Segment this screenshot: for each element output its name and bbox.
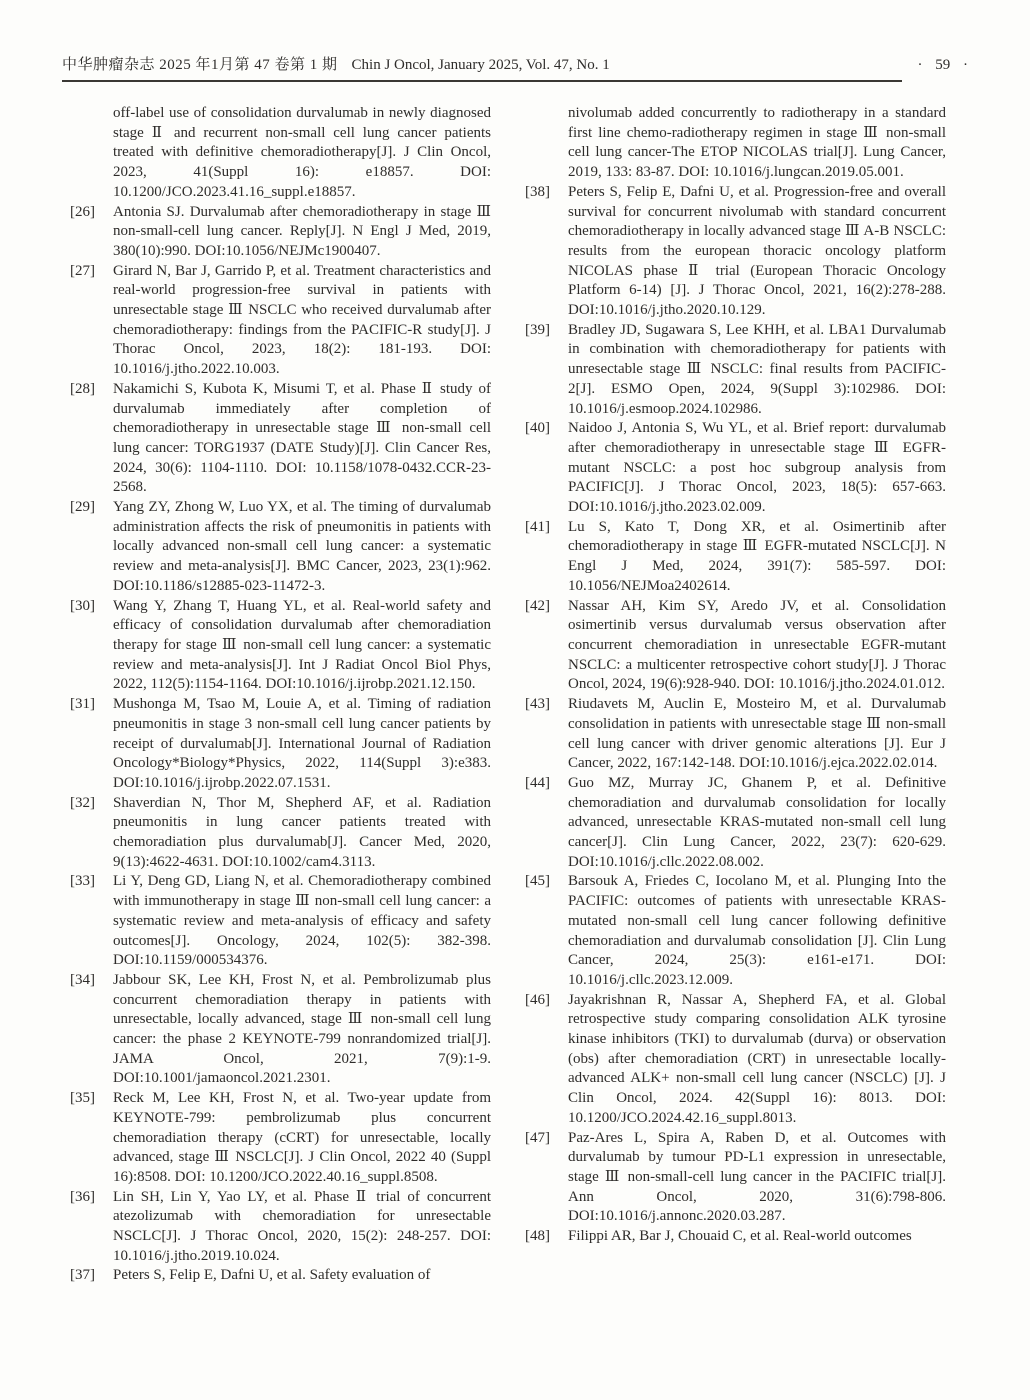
reference-item (525, 518, 946, 597)
running-head (62, 56, 902, 82)
reference-number: [26] (70, 203, 95, 220)
reference-number: [45] (525, 873, 550, 890)
reference-item (525, 183, 946, 321)
reference-item (70, 1188, 491, 1267)
reference-item (70, 1089, 491, 1188)
reference-number: [29] (70, 499, 95, 516)
reference-text: Girard N, Bar J, Garrido P, et al. Treatment characteristics and real-world progression-free survival in patients with unresectable stage Ⅲ NSCLC who received durvalumab after chemoradiotherapy: findings from the PACIFIC-R study[J]. J Thorac Oncol, 2023, 18(2): 181-193. DOI: 10.1016/j.jtho.2022.10.003. (113, 262, 491, 378)
reference-number: [28] (70, 380, 95, 397)
reference-text: Barsouk A, Friedes C, Iocolano M, et al. Plunging Into the PACIFIC: outcomes of patients with unresectable KRAS-mutated non-small cell lung cancer following definitive chemoradiation and durvalumab consolidation [J]. Clin Lung Cancer, 2024, 25(3): e161-e171. DOI: 10.1016/j.cllc.2023.12.009. (568, 873, 946, 988)
references-section (70, 104, 946, 1286)
reference-item (70, 794, 491, 873)
reference-item (70, 498, 491, 597)
reference-item (525, 872, 946, 990)
reference-text: Naidoo J, Antonia S, Wu YL, et al. Brief report: durvalumab after chemoradiotherapy in unresectable stage Ⅲ EGFR-mutant NSCLC: a post hoc subgroup analysis from PACIFIC[J]. J Thorac Oncol, 2023, 18(5): 657-663. DOI:10.1016/j.jtho.2023.02.009. (568, 420, 946, 516)
references-column-left (70, 104, 491, 1286)
reference-text: Filippi AR, Bar J, Chouaid C, et al. Real-world outcomes (568, 1228, 912, 1245)
reference-number: [47] (525, 1129, 550, 1146)
reference-text: Li Y, Deng GD, Liang N, et al. Chemoradiotherapy combined with immunotherapy in stage Ⅲ non-small cell lung cancer: a systematic review and meta-analysis of efficacy and safety outcomes[J]. Oncology, 2024, 102(5): 382-398. DOI:10.1159/000534376. (113, 873, 491, 969)
reference-item (525, 321, 946, 420)
reference-item (525, 991, 946, 1129)
reference-text: Yang ZY, Zhong W, Luo YX, et al. The timing of durvalumab administration affects the risk of pneumonitis in patients with locally advanced non-small cell lung cancer: a systematic review and meta-analysis[J]. BMC Cancer, 2023, 23(1):962. DOI:10.1186/s12885-023-11472-3. (113, 499, 491, 594)
reference-item (525, 695, 946, 774)
reference-item (525, 774, 946, 873)
reference-text: Mushonga M, Tsao M, Louie A, et al. Timing of radiation pneumonitis in stage 3 non-small cell lung cancer patients by receipt of durvalumab[J]. International Journal of Radiation Oncology*Biology*Physics, 2022, 114(Suppl 3):e383. DOI:10.1016/j.ijrobp.2022.07.1531. (113, 696, 491, 791)
reference-item (70, 1266, 491, 1286)
reference-number: [33] (70, 873, 95, 890)
reference-text: Paz-Ares L, Spira A, Raben D, et al. Outcomes with durvalumab by tumour PD-L1 expression in unresectable, stage Ⅲ non-small-cell lung cancer in the PACIFIC trial[J]. Ann Oncol, 2020, 31(6):798-806. DOI:10.1016/j.annonc.2020.03.287. (568, 1129, 946, 1225)
reference-item (525, 597, 946, 696)
reference-item (70, 380, 491, 498)
reference-text: off-label use of consolidation durvalumab in newly diagnosed stage Ⅱ and recurrent non-small cell lung cancer patients treated with definitive chemoradiotherapy[J]. J Clin Oncol, 2023, 41(Suppl 16): e18857. DOI: 10.1200/JCO.2023.41.16_suppl.e18857. (113, 105, 491, 200)
journal-title-chinese: 中华肿瘤杂志 2025 年1月第 47 卷第 1 期 (62, 57, 338, 73)
reference-text: Lin SH, Lin Y, Yao LY, et al. Phase Ⅱ trial of concurrent atezolizumab with chemoradiation for unresectable NSCLC[J]. J Thorac Oncol, 2020, 15(2): 248-257. DOI: 10.1016/j.jtho.2019.10.024. (113, 1188, 491, 1264)
reference-text: Jabbour SK, Lee KH, Frost N, et al. Pembrolizumab plus concurrent chemoradiation therapy in patients with unresectable, locally advanced, stage Ⅲ non-small cell lung cancer: the phase 2 KEYNOTE-799 nonrandomized trial[J]. JAMA Oncol, 2021, 7(9):1-9. DOI:10.1001/jamaoncol.2021.2301. (113, 971, 491, 1087)
reference-text: Guo MZ, Murray JC, Ghanem P, et al. Definitive chemoradiation and durvalumab consolidation for locally advanced, unresectable KRAS-mutated non-small cell lung cancer[J]. Clin Lung Cancer, 2022, 23(7): 620-629. DOI:10.1016/j.cllc.2022.08.002. (568, 774, 946, 870)
reference-item (70, 262, 491, 380)
reference-item (525, 1227, 946, 1247)
page-number: · 59 · (917, 57, 968, 73)
reference-number: [40] (525, 420, 550, 437)
reference-item (70, 971, 491, 1089)
reference-item (70, 203, 491, 262)
reference-number: [48] (525, 1228, 550, 1245)
references-column-right (525, 104, 946, 1286)
reference-number: [43] (525, 696, 550, 713)
reference-item (525, 1129, 946, 1228)
reference-text: Bradley JD, Sugawara S, Lee KHH, et al. LBA1 Durvalumab in combination with chemoradiotherapy for patients with unresectable stage Ⅲ NSCLC: final results from PACIFIC-2[J]. ESMO Open, 2024, 9(Suppl 3):102986. DOI: 10.1016/j.esmoop.2024.102986. (568, 321, 946, 417)
reference-number: [42] (525, 597, 550, 614)
reference-number: [36] (70, 1188, 95, 1205)
journal-title-english: Chin J Oncol, January 2025, Vol. 47, No. 1 (351, 57, 610, 73)
reference-number: [44] (525, 774, 550, 791)
reference-text: Jayakrishnan R, Nassar A, Shepherd FA, et al. Global retrospective study comparing consolidation ALK tyrosine kinase inhibitors (TKI) to durvalumab (durva) or observation (obs) after chemoradiation (CRT) in unresectable locally-advanced ALK+ non-small cell lung cancer (NSCLC) [J]. J Clin Oncol, 2024. 42(Suppl 16): 8013. DOI: 10.1200/JCO.2024.42.16_suppl.8013. (568, 991, 946, 1126)
reference-number: [31] (70, 696, 95, 713)
reference-text: Peters S, Felip E, Dafni U, et al. Progression-free and overall survival for concurrent nivolumab with standard concurrent chemoradiotherapy in locally advanced stage Ⅲ A-B NSCLC: results from the european thoracic oncology platform NICOLAS phase Ⅱ trial (European Thoracic Oncology Platform 6-14) [J]. J Thorac Oncol, 2021, 16(2):278-288. DOI:10.1016/j.jtho.2020.10.129. (568, 183, 946, 319)
reference-text: Riudavets M, Auclin E, Mosteiro M, et al. Durvalumab consolidation in patients with unresectable stage Ⅲ non-small cell lung cancer with driver genomic alterations [J]. Eur J Cancer, 2022, 167:142-148. DOI:10.1016/j.ejca.2022.02.014. (568, 696, 946, 772)
reference-item (525, 104, 946, 183)
reference-number: [41] (525, 518, 550, 535)
page-header (62, 56, 968, 82)
reference-number: [34] (70, 971, 95, 988)
reference-text: Wang Y, Zhang T, Huang YL, et al. Real-world safety and efficacy of consolidation durvalumab after chemoradiation therapy for stage Ⅲ non-small cell lung cancer: a systematic review and meta-analysis[J]. Int J Radiat Oncol Biol Phys, 2022, 112(5):1154-1164. DOI:10.1016/j.ijrobp.2021.12.150. (113, 597, 491, 693)
reference-text: Lu S, Kato T, Dong XR, et al. Osimertinib after chemoradiotherapy in stage Ⅲ EGFR-mutated NSCLC[J]. N Engl J Med, 2024, 391(7): 585-597. DOI: 10.1056/NEJMoa2402614. (568, 518, 946, 594)
reference-number: [27] (70, 262, 95, 279)
reference-item (70, 104, 491, 203)
reference-text: Nakamichi S, Kubota K, Misumi T, et al. Phase Ⅱ study of durvalumab immediately after completion of chemoradiotherapy in unresectable stage Ⅲ non-small cell lung cancer: TORG1937 (DATE Study)[J]. Clin Cancer Res, 2024, 30(6): 1104-1110. DOI: 10.1158/1078-0432.CCR-23-2568. (113, 380, 491, 496)
reference-number: [39] (525, 321, 550, 338)
reference-text: Reck M, Lee KH, Frost N, et al. Two-year update from KEYNOTE-799: pembrolizumab plus concurrent chemoradiation therapy (cCRT) for unresectable, locally advanced, stage Ⅲ NSCLC[J]. J Clin Oncol, 2022 40 (Suppl 16):8508. DOI: 10.1200/JCO.2022.40.16_suppl.8508. (113, 1090, 491, 1185)
reference-text: Nassar AH, Kim SY, Aredo JV, et al. Consolidation osimertinib versus durvalumab versus observation after concurrent chemoradiation in unresectable EGFR-mutant NSCLC: a multicenter retrospective cohort study[J]. J Thorac Oncol, 2024, 19(6):928-940. DOI: 10.1016/j.jtho.2024.01.012. (568, 597, 946, 693)
reference-number: [38] (525, 183, 550, 200)
reference-item (70, 695, 491, 794)
reference-text: Peters S, Felip E, Dafni U, et al. Safety evaluation of (113, 1267, 431, 1284)
reference-item (70, 597, 491, 696)
reference-item (70, 872, 491, 971)
reference-number: [30] (70, 597, 95, 614)
reference-number: [37] (70, 1267, 95, 1284)
reference-item (525, 419, 946, 518)
reference-number: [46] (525, 991, 550, 1008)
reference-number: [35] (70, 1090, 95, 1107)
reference-text: nivolumab added concurrently to radiotherapy in a standard first line chemo-radiotherapy regimen in stage Ⅲ non-small cell lung cancer-The ETOP NICOLAS trial[J]. Lung Cancer, 2019, 133: 83-87. DOI: 10.1016/j.lungcan.2019.05.001. (568, 105, 946, 181)
reference-number: [32] (70, 794, 95, 811)
reference-text: Antonia SJ. Durvalumab after chemoradiotherapy in stage Ⅲ non-small-cell lung cancer. Reply[J]. N Engl J Med, 2019, 380(10):990. DOI:10.1056/NEJMc1900407. (113, 203, 491, 259)
reference-text: Shaverdian N, Thor M, Shepherd AF, et al. Radiation pneumonitis in lung cancer patients treated with chemoradiation plus durvalumab[J]. Cancer Med, 2020, 9(13):4622-4631. DOI:10.1002/cam4.3113. (113, 794, 491, 870)
